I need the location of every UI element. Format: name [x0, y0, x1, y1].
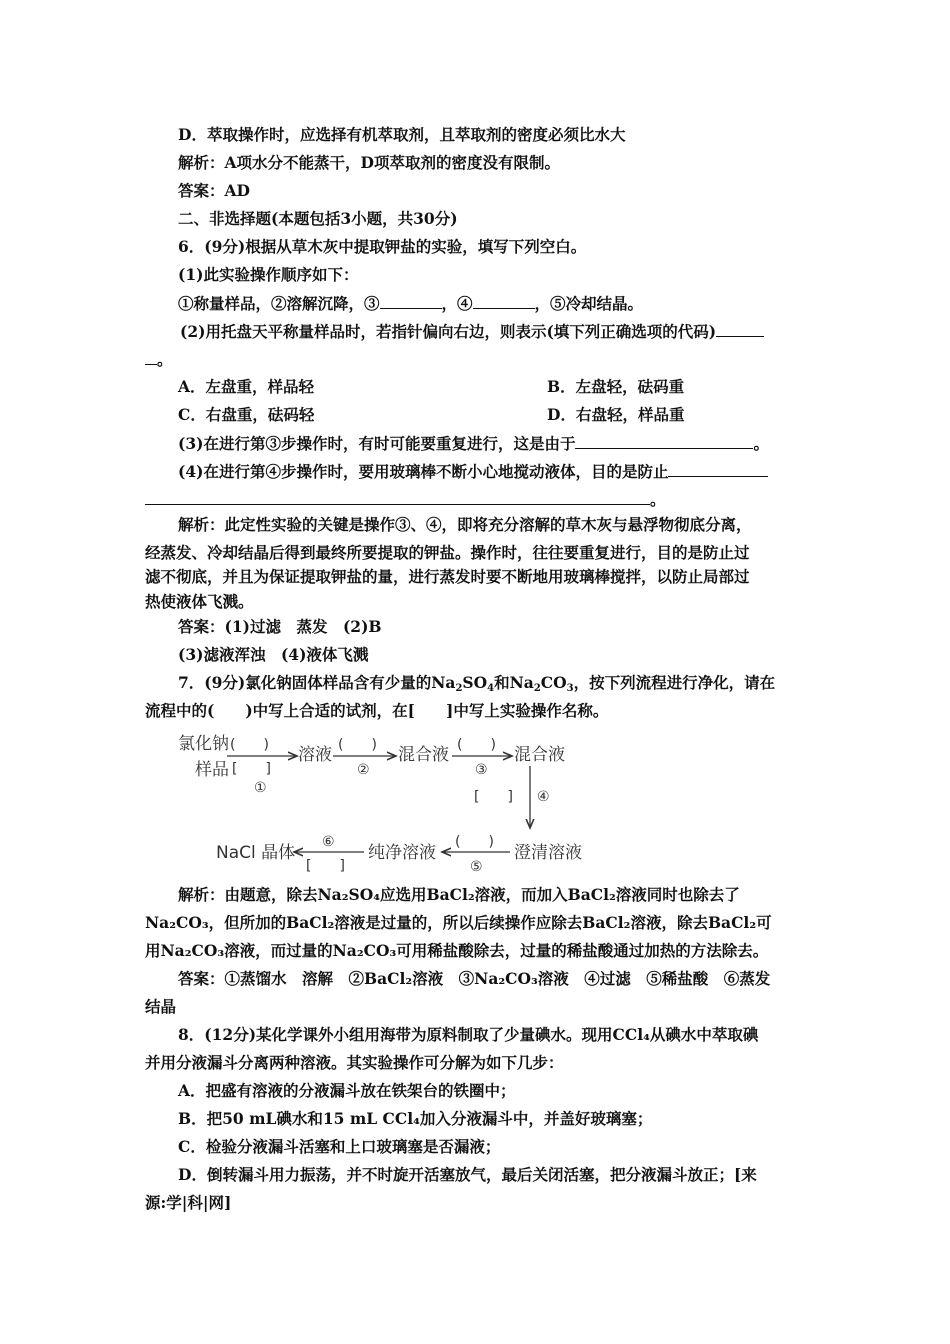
section-heading: 二、非选择题(本题包括3小题，共30分) [178, 209, 458, 228]
period: 。 [753, 434, 769, 453]
option-d: D．右盘轻，样品重 [547, 405, 685, 424]
q7-text-d: CO [540, 673, 567, 692]
q6-part1: (1)此实验操作顺序如下： [178, 265, 359, 284]
blank-part2[interactable] [716, 320, 764, 337]
explanation-5: 解析：A项水分不能蒸干，D项萃取剂的密度没有限制。 [178, 153, 560, 172]
purification-flow-diagram [178, 728, 630, 878]
seq-text-c: ，⑤冷却结晶。 [534, 294, 644, 313]
q8-step-d: D．倒转漏斗用力振荡，并不时旋开活塞放气，最后关闭活塞，把分液漏斗放正；[来 [178, 1165, 757, 1184]
explanation-7-line3: 用Na₂CO₃溶液，而过量的Na₂CO₃可用稀盐酸除去，过量的稀盐酸通过加热的方法除去。 [145, 941, 769, 960]
reagent-blank-2: ( ) [338, 737, 377, 753]
blank-step3[interactable] [380, 292, 442, 309]
q6-part2-text: (2)用托盘天平称量样品时，若指针偏向右边，则表示(填下列正确选项的代码) [180, 322, 717, 341]
q8-step-b: B．把50 mL碘水和15 mL CCl₄加入分液漏斗中，并盖好玻璃塞； [178, 1109, 653, 1128]
question-8-line1: 8．(12分)某化学课外小组用海带为原料制取了少量碘水。现用CCl₄从碘水中萃取碘 [178, 1025, 759, 1044]
options-row-1 [178, 376, 807, 398]
label-5: ⑤ [470, 859, 483, 875]
blank-part3[interactable] [575, 432, 753, 449]
blank-part2-cont[interactable] [145, 348, 157, 365]
answer-6-line1: 答案：(1)过滤 蒸发 (2)B [178, 617, 382, 636]
q6-part3-text: (3)在进行第③步操作时，有时可能要重复进行，这是由于 [178, 434, 576, 453]
q8-step-c: C．检验分液漏斗活塞和上口玻璃塞是否漏液； [178, 1137, 501, 1156]
node-sodium-chloride: 氯化钠 [178, 734, 229, 754]
node-nacl-crystal: NaCl 晶体 [216, 843, 296, 863]
seq-text-b: ，④ [441, 294, 473, 313]
reagent-blank-5: ( ) [455, 834, 494, 850]
period: 。 [650, 490, 666, 509]
question-6: 6．(9分)根据从草木灰中提取钾盐的实验，填写下列空白。 [178, 237, 587, 256]
label-6: ⑥ [322, 834, 335, 850]
q8-step-a: A．把盛有溶液的分液漏斗放在铁架台的铁圈中； [178, 1081, 516, 1100]
operation-blank-1: [ ] [232, 761, 271, 777]
blank-part4[interactable] [668, 460, 768, 477]
explanation-6-line4: 热使液体飞溅。 [145, 592, 254, 611]
question-8-line2: 并用分液漏斗分离两种溶液。其实验操作可分解为如下几步： [145, 1053, 564, 1072]
option-a: A．左盘重，样品轻 [178, 377, 315, 396]
explanation-7-line2: Na₂CO₃，但所加的BaCl₂溶液是过量的，所以后续操作应除去BaCl₂溶液，除去BaCl₂可 [145, 913, 772, 932]
explanation-7-line1: 解析：由题意，除去Na₂SO₄应选用BaCl₂溶液，而加入BaCl₂溶液同时也除去了 [178, 885, 740, 904]
answer-7-line1: 答案：①蒸馏水 溶解 ②BaCl₂溶液 ③Na₂CO₃溶液 ④过滤 ⑤稀盐酸 ⑥蒸发 [178, 969, 771, 988]
explanation-6-line2: 经蒸发、冷却结晶后得到最终所要提取的钾盐。操作时，往往要重复进行，目的是防止过 [145, 543, 750, 562]
label-4: ④ [537, 789, 550, 805]
explanation-6-line1: 解析：此定性实验的关键是操作③、④，即将充分溶解的草木灰与悬浮物彻底分离， [178, 515, 752, 534]
option-b: B．左盘轻，砝码重 [547, 377, 685, 396]
answer-7-line2: 结晶 [145, 997, 177, 1016]
node-mixture-1: 混合液 [398, 745, 449, 765]
q6-part2 [180, 320, 809, 343]
q6-sequence [178, 292, 807, 315]
question-7-line1: 7．(9分)氯化钠固体样品含有少量的$Na_2SO_4$和$Na_2CO_3$，按下列流程进行净化，请在 [178, 673, 776, 694]
period: 。 [157, 350, 173, 369]
option-d-line: D．萃取操作时，应选择有机萃取剂，且萃取剂的密度必须比水大 [178, 125, 626, 144]
reagent-blank-3: ( ) [457, 737, 496, 753]
q7-text-a: 7．(9分)氯化钠固体样品含有少量的Na [178, 673, 456, 692]
question-7-line2: 流程中的( )中写上合适的试剂，在[ ]中写上实验操作名称。 [145, 701, 609, 720]
seq-text-a: ①称量样品，②溶解沉降，③ [178, 294, 380, 313]
explanation-6-line3: 滤不彻底，并且为保证提取钾盐的量，进行蒸发时要不断地用玻璃棒搅拌，以防止局部过 [145, 567, 750, 586]
blank-part4-cont[interactable] [145, 488, 650, 505]
q7-text-e: ，按下列流程进行净化，请在 [573, 673, 776, 692]
q6-part4-cont [145, 488, 807, 511]
q6-part3 [178, 432, 807, 455]
q7-text-c: 和Na [494, 673, 534, 692]
node-solution: 溶液 [298, 745, 332, 765]
node-pure-solution: 纯净溶液 [368, 843, 436, 863]
node-sample: 样品 [195, 760, 229, 780]
reagent-blank-1: ( ) [230, 737, 269, 753]
node-mixture-2: 混合液 [514, 745, 565, 765]
operation-blank-6: [ ] [306, 858, 345, 874]
node-clear-solution: 澄清溶液 [514, 843, 582, 863]
label-3: ③ [475, 762, 488, 778]
q7-text-b: SO [462, 673, 488, 692]
blank-step4[interactable] [473, 292, 535, 309]
answer-5: 答案：AD [178, 181, 250, 200]
label-1: ① [254, 780, 267, 796]
answer-6-line2: (3)滤液浑浊 (4)液体飞溅 [178, 645, 369, 664]
operation-blank-4: [ ] [474, 789, 513, 805]
options-row-2 [178, 404, 807, 426]
q6-part4 [178, 460, 807, 483]
label-2: ② [357, 762, 370, 778]
q6-part4-text: (4)在进行第④步操作时，要用玻璃棒不断小心地搅动液体，目的是防止 [178, 462, 669, 481]
option-c: C．右盘重，砝码轻 [178, 405, 315, 424]
q8-step-d-cont: 源:学|科|网] [145, 1193, 232, 1212]
q6-part2-cont [145, 348, 807, 371]
